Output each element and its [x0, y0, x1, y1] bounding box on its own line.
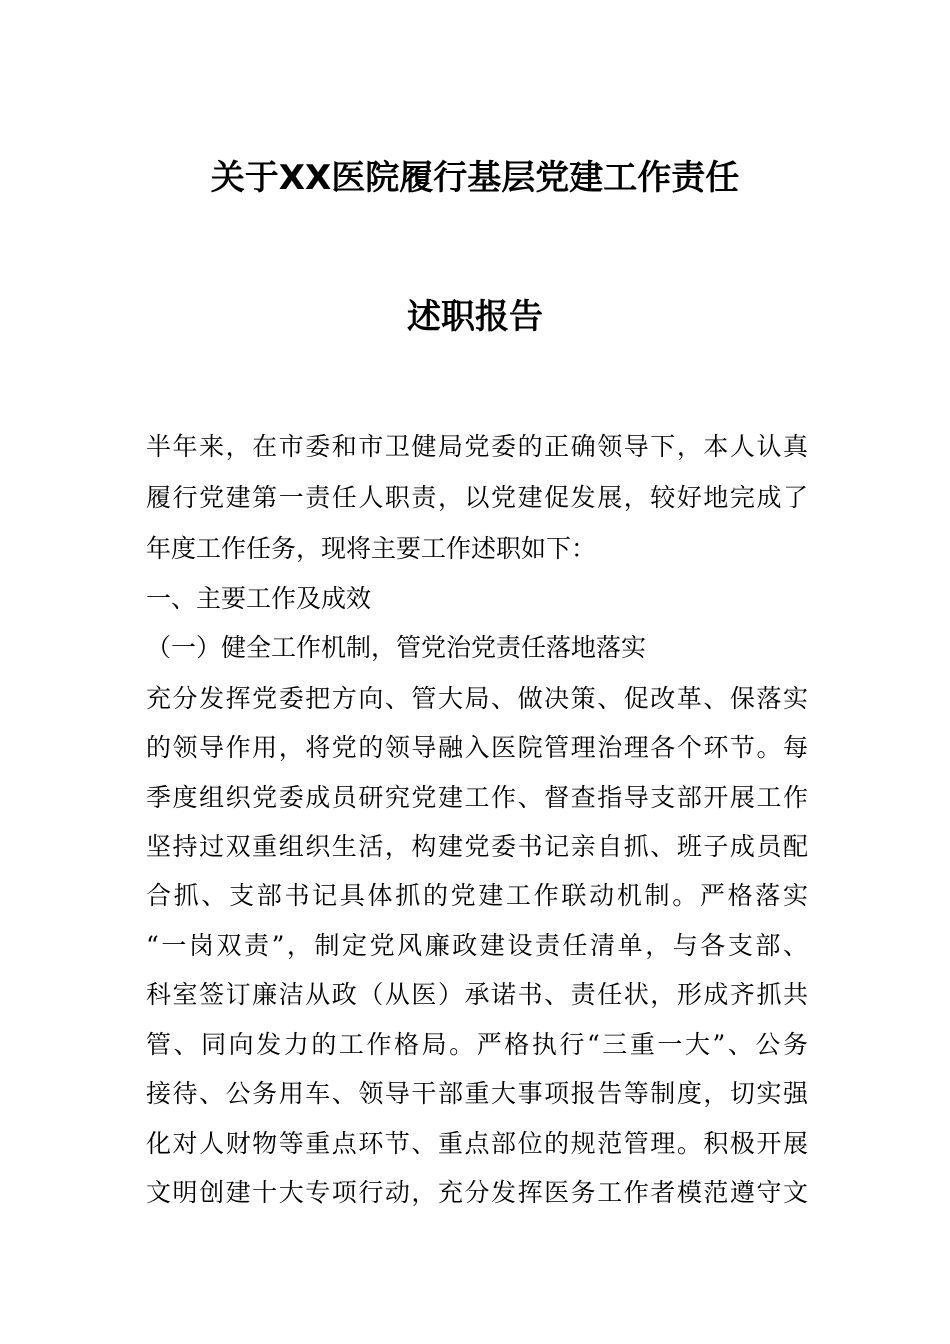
subsection-heading: （一）健全工作机制，管党治党责任落地落实	[146, 633, 647, 662]
body-line: 的领导作用，将党的领导融入医院管理治理各个环节。每	[146, 733, 808, 762]
body-line: 合抓、支部书记具体抓的党建工作联动机制。严格落实	[146, 881, 808, 910]
document-title-line-1: 关于XX医院履行基层党建工作责任	[210, 158, 740, 198]
body-line: 科室签订廉洁从政（从医）承诺书、责任状，形成齐抓共	[146, 980, 808, 1009]
body-line: 履行党建第一责任人职责，以党建促发展，较好地完成了	[146, 483, 808, 512]
document-title-line-2: 述职报告	[407, 297, 543, 337]
body-line: 坚持过双重组织生活，构建党委书记亲自抓、班子成员配	[146, 832, 808, 861]
body-line: 接待、公务用车、领导干部重大事项报告等制度，切实强	[146, 1079, 808, 1108]
body-line: 化对人财物等重点环节、重点部位的规范管理。积极开展	[146, 1129, 808, 1158]
body-line: 文明创建十大专项行动，充分发挥医务工作者模范遵守文	[146, 1178, 808, 1207]
body-line: 管、同向发力的工作格局。严格执行“三重一大”、公务	[146, 1030, 808, 1059]
body-line: 半年来，在市委和市卫健局党委的正确领导下，本人认真	[146, 432, 808, 461]
body-line: “一岗双责”，制定党风廉政建设责任清单，与各支部、	[146, 931, 808, 960]
section-heading: 一、主要工作及成效	[146, 584, 372, 613]
body-line: 季度组织党委成员研究党建工作、督查指导支部开展工作	[146, 783, 808, 812]
body-line: 年度工作任务，现将主要工作述职如下：	[146, 534, 597, 563]
body-line: 充分发挥党委把方向、管大局、做决策、促改革、保落实	[146, 684, 808, 713]
